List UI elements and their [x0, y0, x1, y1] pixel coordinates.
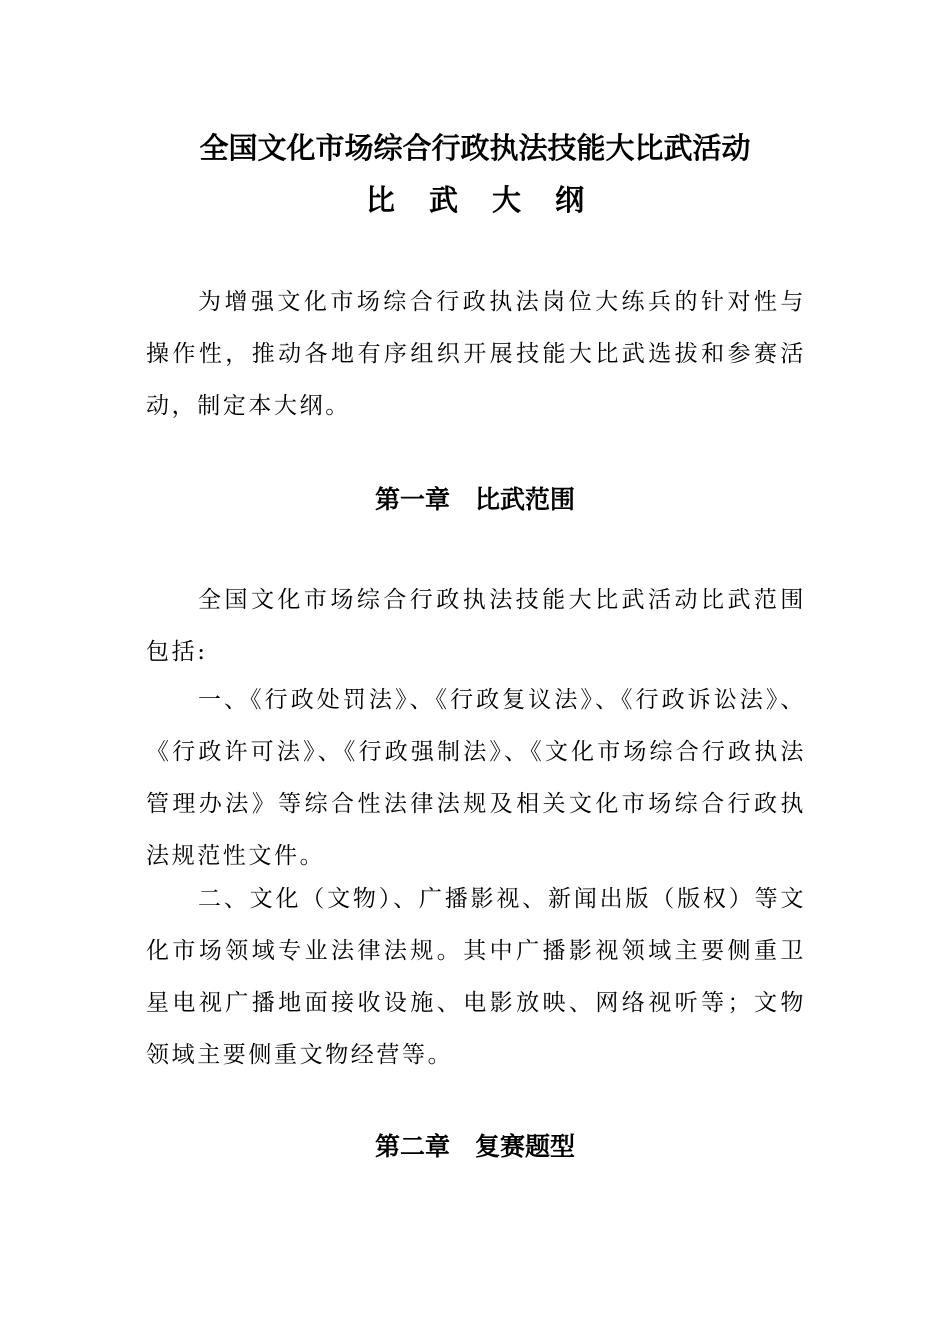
document-subtitle: 比 武 大 纲	[365, 183, 597, 217]
document-title: 全国文化市场综合行政执法技能大比武活动	[199, 131, 751, 165]
intro-paragraph: 为增强文化市场综合行政执法岗位大练兵的针对性与操作性，推动各地有序组织开展技能大比武选拔和参赛活动，制定本大纲。	[146, 289, 806, 419]
scope-item-2: 二、文化（文物）、广播影视、新闻出版（版权）等文化市场领域专业法律法规。其中广播影视领域主要侧重卫星电视广播地面接收设施、电影放映、网络视听等；文物领域主要侧重文物经营等。	[146, 886, 806, 1068]
chapter-2-heading: 第二章 复赛题型	[374, 1132, 575, 1161]
scope-item-1: 一、《行政处罚法》、《行政复议法》、《行政诉讼法》、《行政许可法》、《行政强制法》、《文化市场综合行政执法管理办法》等综合性法律法规及相关文化市场综合行政执法规范性文件。	[146, 687, 806, 869]
scope-paragraph: 全国文化市场综合行政执法技能大比武活动比武范围包括:	[146, 587, 806, 665]
chapter-1-heading: 第一章 比武范围	[374, 485, 575, 514]
